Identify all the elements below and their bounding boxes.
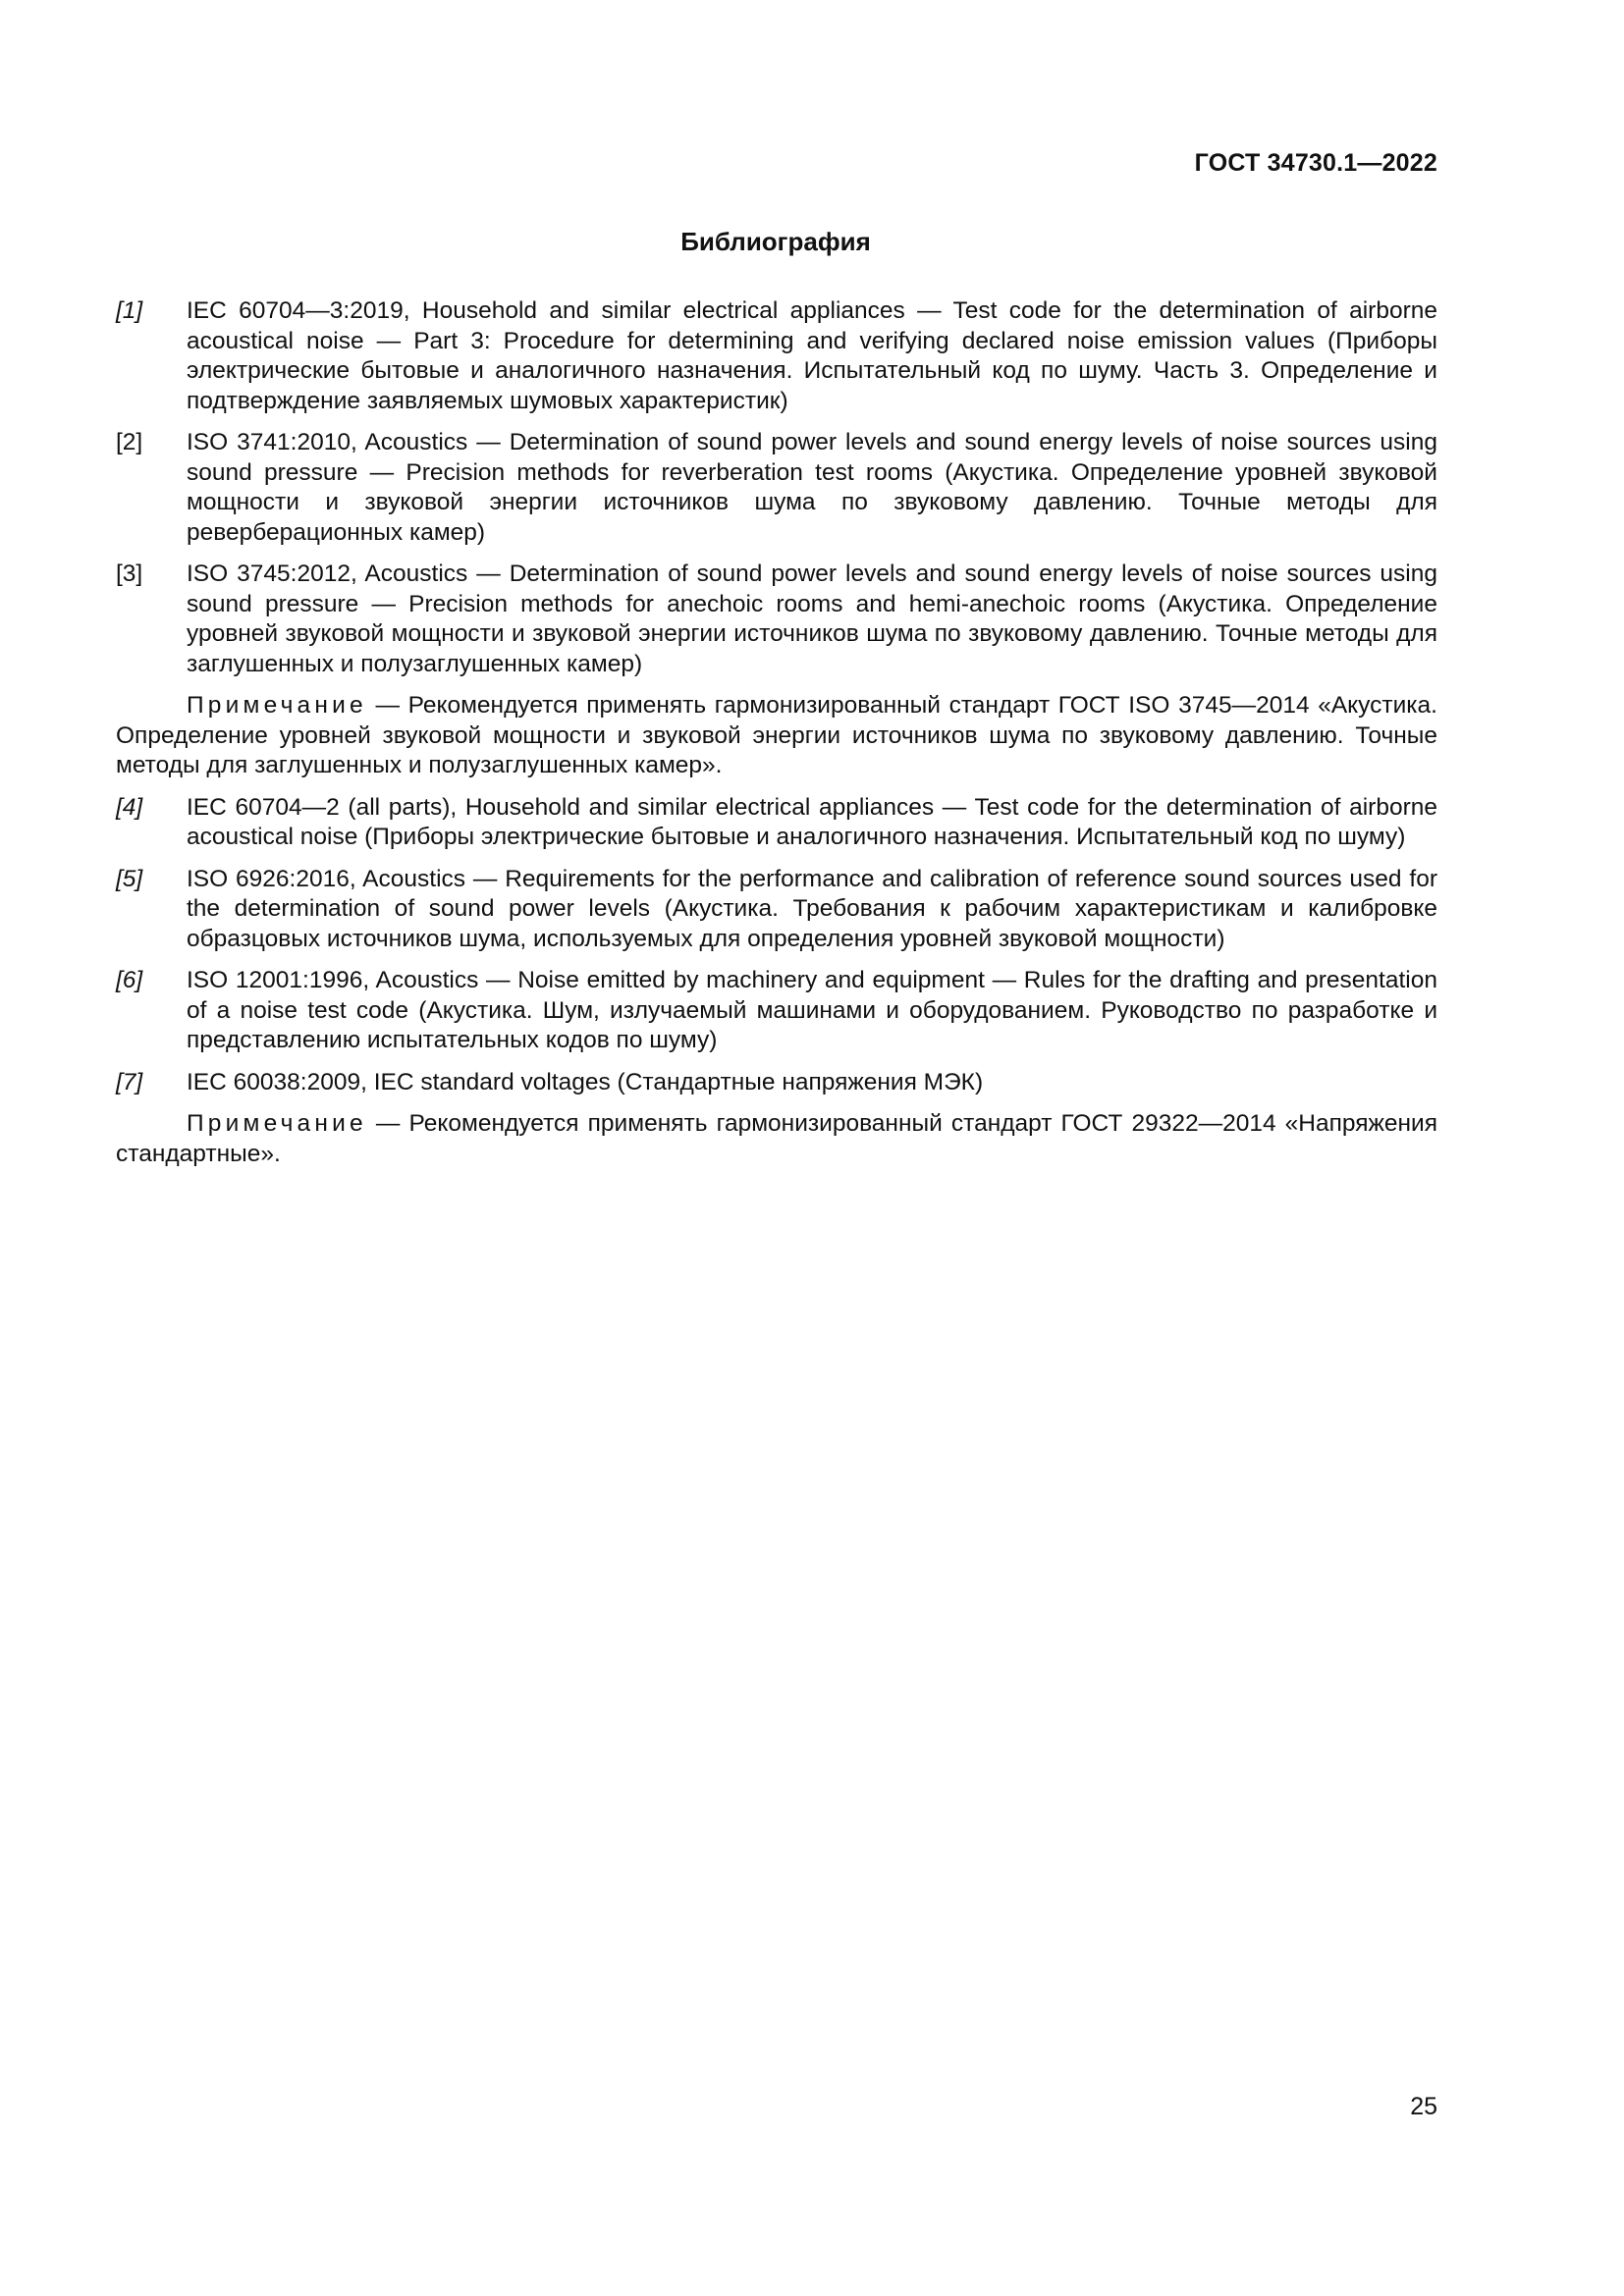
reference-item [116, 865, 1437, 955]
document-code: ГОСТ 34730.1—2022 [1194, 149, 1437, 177]
reference-number: [1] [116, 297, 143, 324]
note [116, 1109, 1437, 1169]
reference-item [116, 428, 1437, 548]
reference-item [116, 560, 1437, 679]
section-title: Библиография [680, 227, 871, 256]
reference-item [116, 296, 1437, 416]
reference-item [116, 793, 1437, 853]
reference-item [116, 966, 1437, 1056]
reference-number: [3] [116, 561, 143, 587]
reference-item [116, 1068, 1437, 1098]
reference-number: [2] [116, 429, 143, 455]
note-label: Примечание [187, 692, 367, 719]
reference-number: [5] [116, 865, 143, 892]
note-label: Примечание [187, 1110, 367, 1137]
reference-text: ISO 6926:2016, Acoustics — Requirements for the performance and calibration of reference sound sources used for the determination of sound power levels (Акустика. Требования к рабочим характеристикам и калибровке образцовых источников шума, используемых для определения уровней звуковой мощности) [187, 865, 1437, 952]
note [116, 691, 1437, 781]
reference-number: [6] [116, 967, 143, 993]
reference-text: IEC 60704—3:2019, Household and similar electrical appliances — Test code for the determination of airborne acoustical noise — Part 3: Procedure for determining and verifying declared noise emission values (Приборы электрические бытовые и аналогичного назначения. Испытательный код по шуму. Часть 3. Определение и подтверждение заявляемых шумовых характеристик) [187, 297, 1437, 414]
reference-text: IEC 60704—2 (all parts), Household and similar electrical appliances — Test code for the determination of airborne acoustical noise (Приборы электрические бытовые и аналогичного назначения. Испытательный код по шуму) [187, 793, 1437, 850]
bibliography-list [116, 296, 1437, 1181]
reference-number: [4] [116, 793, 143, 821]
page-number: 25 [1410, 2093, 1437, 2120]
reference-text: IEC 60038:2009, IEC standard voltages (Стандартные напряжения МЭК) [187, 1068, 984, 1095]
reference-text: ISO 3741:2010, Acoustics — Determination of sound power levels and sound energy levels of noise sources using sound pressure — Precision methods for reverberation test rooms (Акустика. Определение уровней звуковой мощности и звуковой энергии источников шума по звуковому давлению. Точные методы для реверберационных камер) [187, 429, 1437, 546]
reference-text: ISO 3745:2012, Acoustics — Determination of sound power levels and sound energy levels of noise sources using sound pressure — Precision methods for anechoic rooms and hemi-anechoic rooms (Акустика. Определение уровней звуковой мощности и звуковой энергии источников шума по звуковому давлению. Точные методы для заглушенных и полузаглушенных камер) [187, 561, 1437, 677]
note-text: — Рекомендуется применять гармонизированный стандарт ГОСТ ISO 3745—2014 «Акустика. Определение уровней звуковой мощности и звуковой энергии источников шума по звуковому давлению. Точные методы для заглушенных и полузаглушенных камер». [116, 692, 1437, 778]
note-text: — Рекомендуется применять гармонизированный стандарт ГОСТ 29322—2014 «Напряжения стандартные». [116, 1110, 1437, 1167]
reference-text: ISO 12001:1996, Acoustics — Noise emitted by machinery and equipment — Rules for the drafting and presentation of a noise test code (Акустика. Шум, излучаемый машинами и оборудованием. Руководство по разработке и представлению испытательных кодов по шуму) [187, 967, 1437, 1053]
reference-number: [7] [116, 1068, 143, 1095]
